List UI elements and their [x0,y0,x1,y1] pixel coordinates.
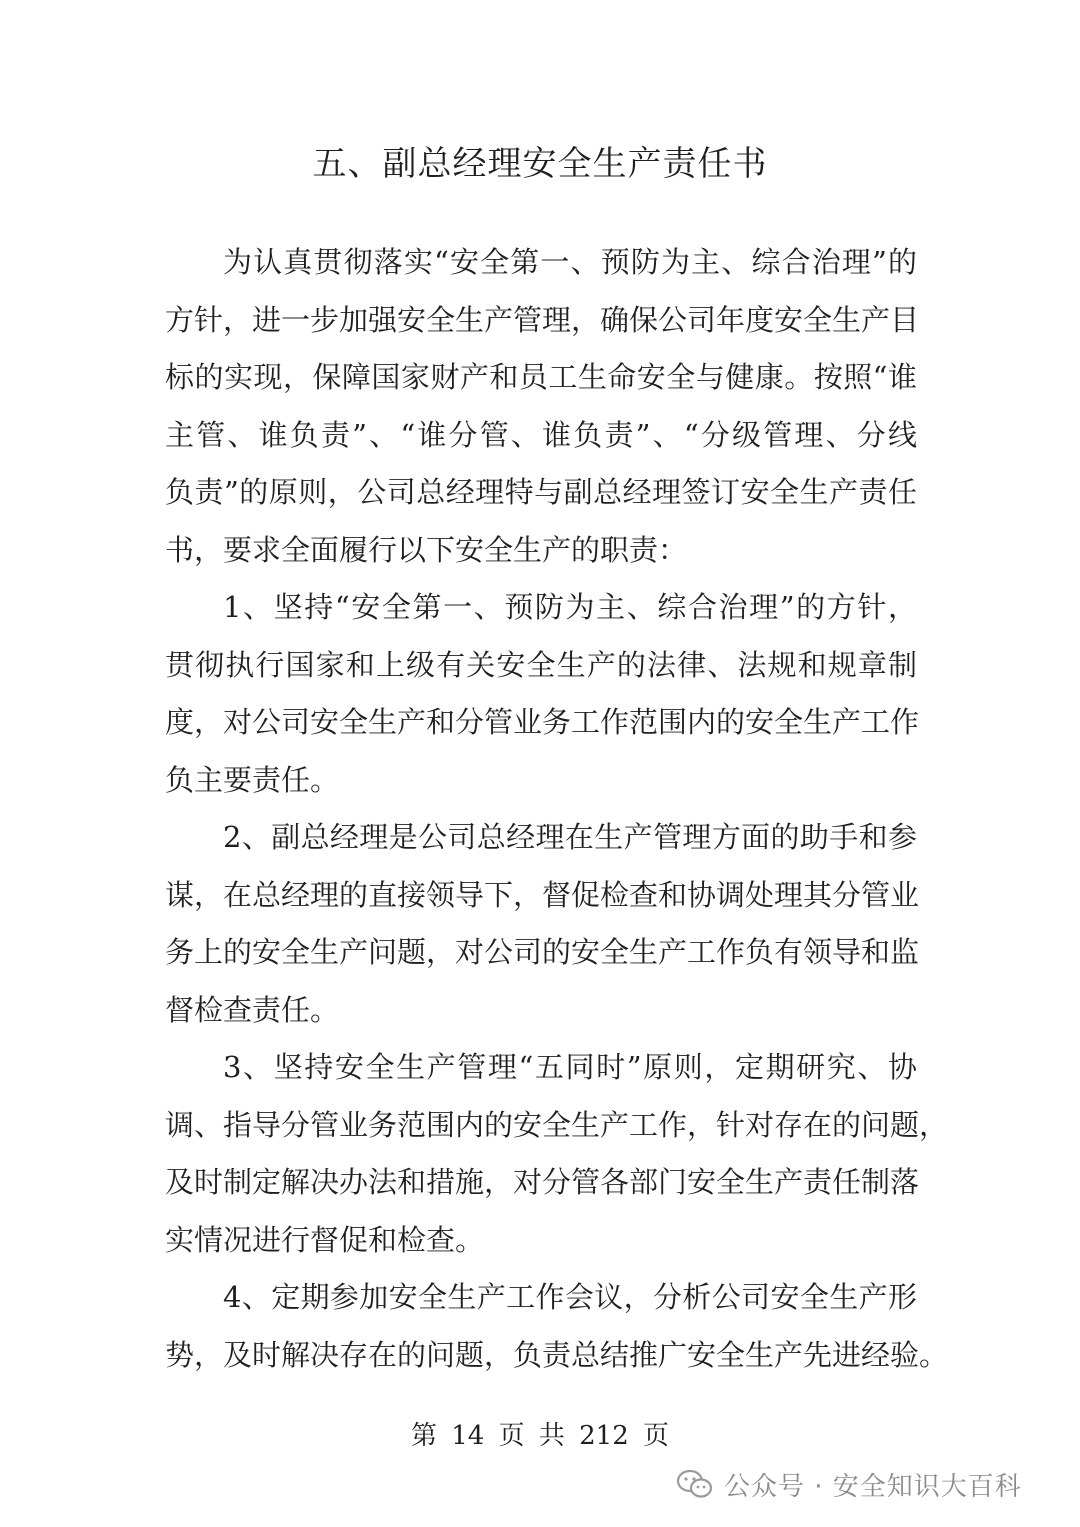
paragraph [165,234,920,579]
paragraph-line: 实情况进行督促和检查。 [165,1222,485,1257]
paragraph [165,809,920,1039]
paragraph-line: 2、副总经理是公司总经理在生产管理方面的助手和参 [223,820,917,854]
paragraph-line: 度，对公司安全生产和分管业务工作范围内的安全生产工作 [165,705,920,739]
paragraph-line: 负主要责任。 [165,762,340,797]
watermark-text: 公众号 · 安全知识大百科 [724,1471,1022,1502]
paragraph-line: 及时制定解决办法和措施，对分管各部门安全生产责任制落 [165,1165,920,1199]
paragraph-line: 主管、谁负责”、“谁分管、谁负责”、“分级管理、分线 [165,417,917,452]
document-body [165,234,949,1384]
paragraph-line: 3、坚持安全生产管理“五同时”原则，定期研究、协 [223,1050,917,1084]
wechat-watermark [676,1462,1022,1506]
paragraph [165,1039,949,1269]
paragraph-line: 1、坚持“安全第一、预防为主、综合治理”的方针， [223,590,917,624]
paragraph-line: 书，要求全面履行以下安全生产的职责： [165,532,688,567]
page-title: 五、副总经理安全生产责任书 [312,144,768,184]
paragraph-line: 调、指导分管业务范围内的安全生产工作，针对存在的问题， [165,1107,949,1142]
paragraph [165,579,920,809]
wechat-icon [676,1468,714,1500]
paragraph [165,1269,949,1384]
paragraph-line: 势，及时解决存在的问题，负责总结推广安全生产先进经验。 [165,1337,949,1372]
paragraph-line: 贯彻执行国家和上级有关安全生产的法律、法规和规章制 [165,647,917,682]
paragraph-line: 为认真贯彻落实“安全第一、预防为主、综合治理”的 [223,245,917,279]
paragraph-line: 方针，进一步加强安全生产管理，确保公司年度安全生产目 [165,302,920,337]
paragraph-line: 4、定期参加安全生产工作会议，分析公司安全生产形 [223,1280,917,1314]
paragraph-line: 督检查责任。 [165,992,340,1027]
paragraph-line: 务上的安全生产问题，对公司的安全生产工作负有领导和监 [165,935,920,969]
paragraph-line: 标的实现，保障国家财产和员工生命安全与健康。按照“谁 [165,360,917,394]
paragraph-line: 谋，在总经理的直接领导下，督促检查和协调处理其分管业 [165,877,920,912]
paragraph-line: 负责”的原则，公司总经理特与副总经理签订安全生产责任 [165,475,917,509]
page-number-footer: 第 14 页 共 212 页 [410,1421,670,1451]
